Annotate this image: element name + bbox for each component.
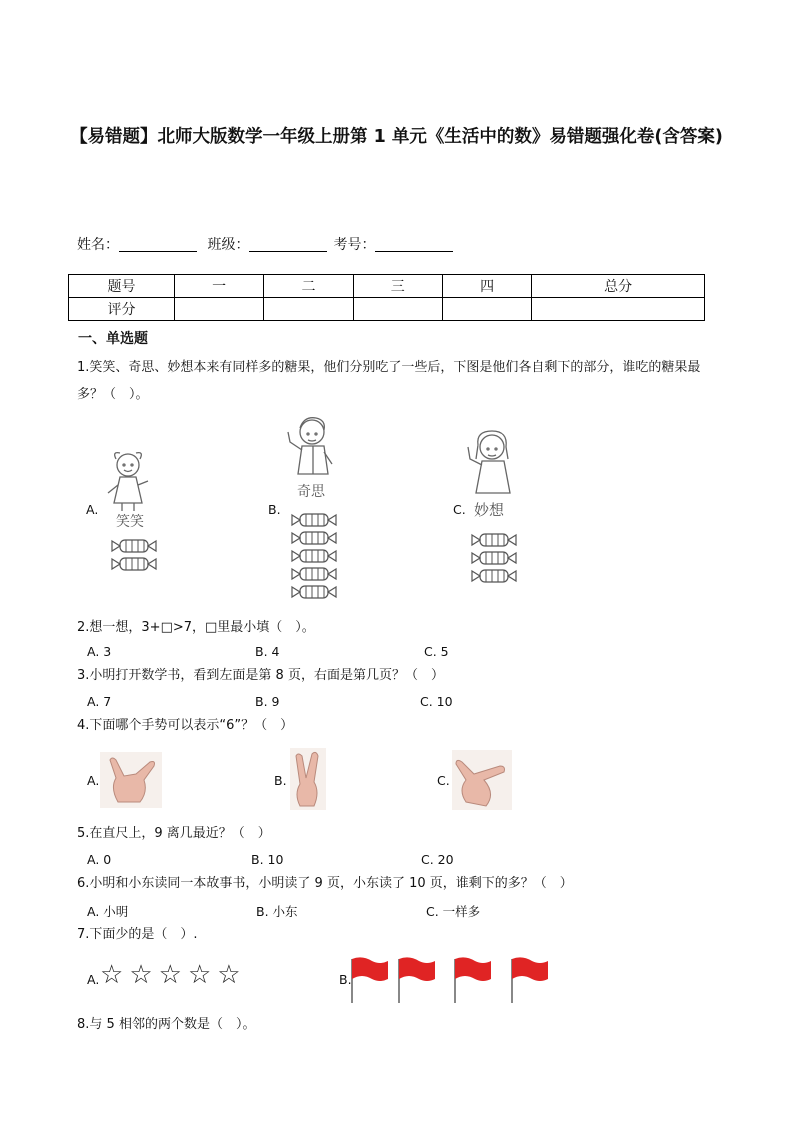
candy-icon xyxy=(112,540,156,552)
question-6: 6.小明和小东读同一本故事书，小明读了 9 页，小东读了 10 页，谁剩下的多？（ ） xyxy=(77,876,573,891)
q1-name-a xyxy=(114,510,158,532)
name-label: 姓名： xyxy=(77,237,119,253)
score-header-cell: 一 xyxy=(175,275,264,298)
question-3: 3.小明打开数学书，看到左面是第 8 页，右面是第几页？（ ） xyxy=(77,668,444,683)
flag-icon xyxy=(399,957,435,1003)
score-header-cell: 总分 xyxy=(532,275,705,298)
star-icon: ☆ xyxy=(217,960,247,990)
score-table xyxy=(68,274,705,321)
score-table-header-row xyxy=(69,275,705,298)
question-2: 2.想一想，3+□>7，□里最小填（ ）。 xyxy=(77,620,315,635)
flags-group xyxy=(350,955,560,1005)
q4-option-c: C. xyxy=(437,773,450,788)
q2-option-c: C. 5 xyxy=(424,644,449,659)
score-cell xyxy=(442,298,531,321)
q1-option-c-label: C. xyxy=(453,502,466,517)
flag-icon xyxy=(352,957,388,1003)
q2-option-b: B. 4 xyxy=(255,644,280,659)
q4-option-b: B. xyxy=(274,773,287,788)
q1-option-b-label: B. xyxy=(268,502,281,517)
candy-icon xyxy=(472,570,516,582)
candy-stack-a xyxy=(110,537,158,579)
score-cell xyxy=(353,298,442,321)
q1-name-c xyxy=(472,498,520,522)
q7-option-a: A. xyxy=(87,972,100,987)
candy-icon xyxy=(292,514,336,526)
q6-option-c: C. 一样多 xyxy=(426,904,481,919)
hand-seven-gesture-icon xyxy=(452,750,512,810)
q5-option-b: B. 10 xyxy=(251,852,284,867)
name-blank xyxy=(119,237,197,252)
flag-icon xyxy=(455,957,491,1003)
score-header-cell: 题号 xyxy=(69,275,175,298)
q7-option-b: B. xyxy=(339,972,352,987)
candy-stack-b xyxy=(290,511,338,607)
score-header-cell: 二 xyxy=(264,275,353,298)
score-header-cell: 三 xyxy=(353,275,442,298)
id-blank xyxy=(375,237,453,252)
score-header-cell: 四 xyxy=(442,275,531,298)
hand-six-gesture-icon xyxy=(100,752,162,808)
candy-icon xyxy=(112,558,156,570)
question-4: 4.下面哪个手势可以表示“6”？（ ） xyxy=(77,718,294,733)
svg-text:笑笑: 笑笑 xyxy=(116,514,144,530)
score-table-row xyxy=(69,298,705,321)
candy-group xyxy=(290,511,338,603)
q3-option-a: A. 7 xyxy=(87,694,112,709)
q6-option-b: B. 小东 xyxy=(256,904,298,919)
q3-option-c: C. 10 xyxy=(420,694,453,709)
girl-figure-2-icon xyxy=(462,425,524,497)
svg-text:妙想: 妙想 xyxy=(474,501,505,519)
score-cell xyxy=(264,298,353,321)
candy-stack-c xyxy=(470,531,518,591)
hand-two-gesture-icon xyxy=(290,748,326,810)
flag-icon xyxy=(512,957,548,1003)
question-7: 7.下面少的是（ ）. xyxy=(77,927,198,942)
q6-option-a: A. 小明 xyxy=(87,904,129,919)
class-label: 班级： xyxy=(207,237,250,253)
q1-name-b xyxy=(295,480,339,502)
q5-option-a: A. 0 xyxy=(87,852,112,867)
star-icon: ☆ xyxy=(158,960,188,990)
star-icon: ☆ xyxy=(100,960,130,990)
q1-option-a-label: A. xyxy=(86,502,99,517)
id-label: 考号： xyxy=(333,237,376,253)
q2-option-a: A. 3 xyxy=(87,644,112,659)
score-cell xyxy=(175,298,264,321)
candy-group xyxy=(110,537,158,575)
boy-figure-icon xyxy=(282,412,342,482)
q4-option-a: A. xyxy=(87,773,100,788)
section-heading: 一、单选题 xyxy=(78,331,148,347)
score-row-label: 评分 xyxy=(69,298,175,321)
question-1: 1.笑笑、奇思、妙想本来有同样多的糖果，他们分别吃了一些后，下图是他们各自剩下的部分，谁吃的糖果最多？（ ）。 xyxy=(77,360,701,402)
star-icon: ☆ xyxy=(187,960,218,990)
flag-row xyxy=(350,955,560,1009)
class-blank xyxy=(249,237,327,252)
page-title: 【易错题】北师大版数学一年级上册第 1 单元《生活中的数》易错题强化卷(含答案) xyxy=(70,127,723,147)
candy-icon xyxy=(472,534,516,546)
score-cell xyxy=(532,298,705,321)
girl-figure-icon xyxy=(100,445,160,515)
q5-option-c: C. 20 xyxy=(421,852,454,867)
candy-icon xyxy=(472,552,516,564)
candy-icon xyxy=(292,568,336,580)
star-row xyxy=(100,960,247,990)
student-info xyxy=(77,234,459,254)
question-8: 8.与 5 相邻的两个数是（ ）。 xyxy=(77,1017,256,1032)
svg-text:奇思: 奇思 xyxy=(297,484,325,500)
candy-icon xyxy=(292,550,336,562)
candy-icon xyxy=(292,586,336,598)
candy-icon xyxy=(292,532,336,544)
question-5: 5.在直尺上，9 离几最近？（ ） xyxy=(77,826,271,841)
star-icon: ☆ xyxy=(129,960,159,990)
q3-option-b: B. 9 xyxy=(255,694,280,709)
candy-group xyxy=(470,531,518,587)
